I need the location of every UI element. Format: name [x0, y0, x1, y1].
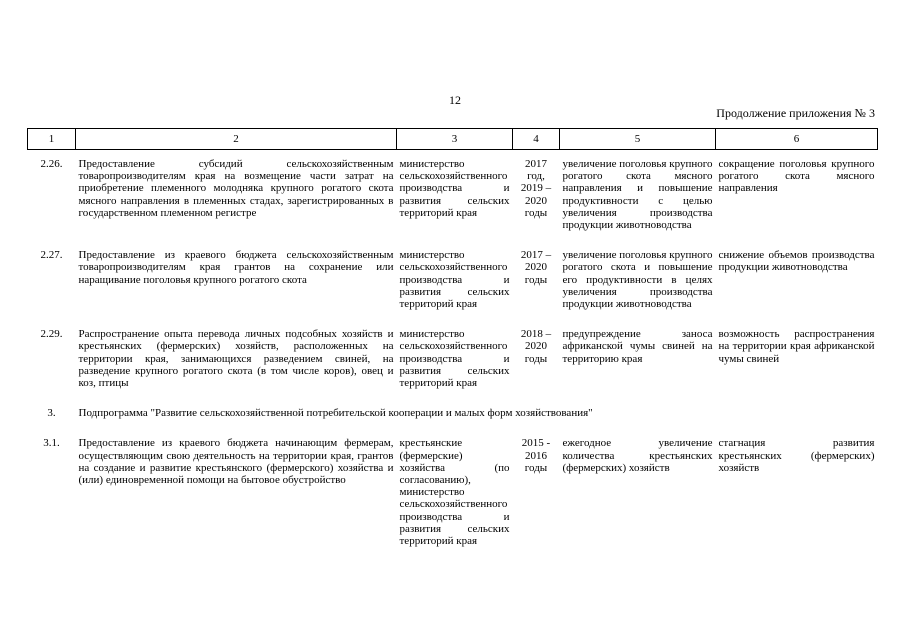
- row-number: 2.26.: [40, 158, 63, 170]
- table-row: [28, 150, 878, 240]
- result-cell: увеличение поголовья крупного рогатого скота мясного направления и повышение продуктивности с целью увеличения производства продукции животноводства: [562, 158, 713, 232]
- column-header: 5: [560, 129, 716, 150]
- table-header-row: [28, 129, 878, 150]
- page-number: 12: [449, 93, 461, 107]
- activity-cell: Предоставление субсидий сельскохозяйственным товаропроизводителям края на возмещение части затрат на приобретение племенного молодняка крупного рогатого скота мясного направления в племенных стадах, зарегистрированных в государственном племенном регистре: [78, 158, 394, 219]
- activity-cell: Распространение опыта перевода личных подсобных хозяйств и крестьянских (фермерских) хозяйств, расположенных на территории края, занимающихся разведением свиней, на разведение крупного рогатого скота (в том числе коров), овец и коз, птицы: [78, 328, 394, 390]
- period-cell: 2017 – 2020 годы: [520, 249, 552, 286]
- column-header: 2: [76, 129, 397, 150]
- subprogram-title: Подпрограмма "Развитие сельскохозяйственной потребительской кооперации и малых форм хозяйствования": [78, 407, 593, 420]
- row-number: 2.27.: [40, 249, 63, 262]
- result-cell: ежегодное увеличение количества крестьянских (фермерских) хозяйств: [562, 437, 713, 474]
- consequence-cell: сокращение поголовья крупного рогатого скота мясного направления: [718, 158, 875, 195]
- subprogram-number: 3.: [47, 407, 56, 420]
- executor-cell: министерство сельскохозяйственного производства и развития сельских территорий края: [399, 158, 510, 219]
- activity-cell: Предоставление из краевого бюджета начинающим фермерам, осуществляющим свою деятельность на территории края, грантов на создание и развитие крестьянского (фермерского) хозяйства и (или) единовременной помощи на бытовое обустройство: [78, 437, 394, 487]
- table-row: [28, 318, 878, 397]
- measures-table: [27, 128, 878, 555]
- column-header: 6: [716, 129, 878, 150]
- executor-cell: министерство сельскохозяйственного производства и развития сельских территорий края: [399, 328, 510, 390]
- column-header: 1: [28, 129, 76, 150]
- column-header: 3: [397, 129, 513, 150]
- executor-cell: крестьянские (фермерские) хозяйства (по согласованию), министерство сельскохозяйственного производства и развития сельских территорий края: [399, 437, 510, 548]
- period-cell: 2017 год, 2019 – 2020 годы: [520, 158, 552, 219]
- table-row: [28, 239, 878, 318]
- row-number: 2.29.: [40, 328, 63, 341]
- consequence-cell: возможность распространения на территории края африканской чумы свиней: [718, 328, 875, 365]
- period-cell: 2015 - 2016 годы: [521, 437, 551, 474]
- activity-cell: Предоставление из краевого бюджета сельскохозяйственным товаропроизводителям края грантов на сохранение или наращивание поголовья крупного рогатого скота: [78, 249, 394, 286]
- result-cell: предупреждение заноса африканской чумы свиней на территорию края: [562, 328, 713, 365]
- subprogram-row: [28, 397, 878, 427]
- consequence-cell: стагнация развития крестьянских (фермерских) хозяйств: [718, 437, 875, 474]
- row-number: 3.1.: [43, 437, 60, 450]
- column-header: 4: [513, 129, 560, 150]
- result-cell: увеличение поголовья крупного рогатого скота и повышение его продуктивности в целях увеличения производства продукции животноводства: [562, 249, 713, 311]
- consequence-cell: снижение объемов производства продукции животноводства: [718, 249, 875, 274]
- continuation-note: Продолжение приложения № 3: [716, 106, 875, 120]
- executor-cell: министерство сельскохозяйственного производства и развития сельских территорий края: [399, 249, 510, 311]
- table-row: [28, 427, 878, 555]
- period-cell: 2018 – 2020 годы: [520, 328, 552, 365]
